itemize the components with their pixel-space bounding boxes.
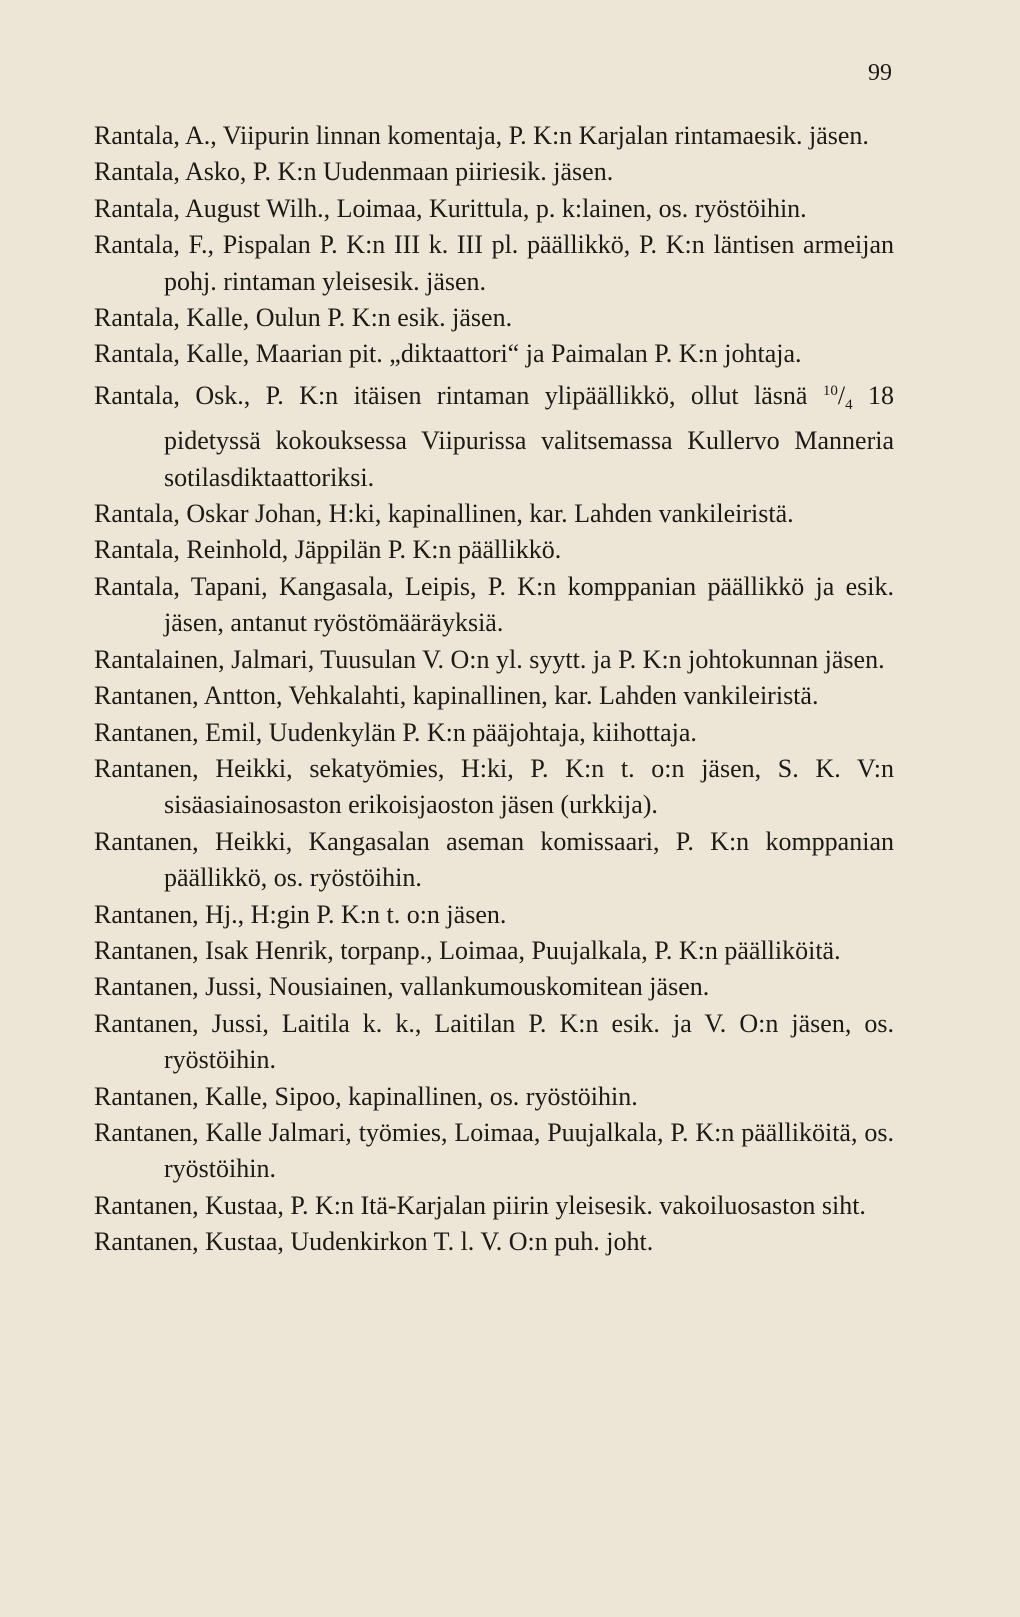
- entry: Rantanen, Jussi, Laitila k. k., Laitilan P. K:n esik. ja V. O:n jäsen, os. ryöstöihin.: [94, 1008, 894, 1075]
- entry: Rantala, Oskar Johan, H:ki, kapinallinen, kar. Lahden vankileiristä.: [94, 499, 794, 529]
- entry: Rantala, F., Pispalan P. K:n III k. III pl. päällikkö, P. K:n läntisen armeijan pohj. rintaman yleisesik. jäsen.: [94, 230, 894, 296]
- entry: Rantanen, Kalle, Sipoo, kapinallinen, os. ryöstöihin.: [94, 1081, 638, 1111]
- entry-list: [94, 118, 894, 1261]
- entry-text: Rantala, Osk., P. K:n itäisen rintaman ylipäällikkö, ollut läsnä: [94, 380, 823, 410]
- entry: Rantanen, Heikki, Kangasalan aseman komissaari, P. K:n komppanian päällikkö, os. ryöstöihin.: [94, 826, 894, 893]
- entry: Rantala, Osk., P. K:n itäisen rintaman ylipäällikkö, ollut läsnä $^{10}/_4$ 18 pidetyssä kokouksessa Viipurissa valitsemassa Kullervo Manneria sotilasdiktaattoriksi.: [94, 380, 895, 492]
- entry: Rantanen, Kustaa, P. K:n Itä-Karjalan piirin yleisesik. vakoiluosaston siht.: [94, 1190, 866, 1220]
- entry-text: 18 pidetyssä kokouksessa Viipurissa valitsemassa Kullervo Manneria sotilasdiktaattoriksi.: [164, 380, 895, 492]
- entry: Rantala, Asko, P. K:n Uudenmaan piiriesik. jäsen.: [94, 157, 614, 187]
- page-number: 99: [868, 60, 892, 86]
- entry: Rantanen, Antton, Vehkalahti, kapinallinen, kar. Lahden vankileiristä.: [94, 681, 819, 711]
- entry: Rantanen, Hj., H:gin P. K:n t. o:n jäsen.: [94, 899, 507, 929]
- entry: Rantanen, Kalle Jalmari, työmies, Loimaa, Puujalkala, P. K:n päälliköitä, os. ryöstöihin.: [94, 1117, 894, 1184]
- entry: Rantalainen, Jalmari, Tuusulan V. O:n yl. syytt. ja P. K:n johtokunnan jäsen.: [94, 644, 885, 674]
- date-numerator: 10: [822, 382, 838, 399]
- entry: Rantanen, Isak Henrik, torpanp., Loimaa, Puujalkala, P. K:n päälliköitä.: [94, 935, 841, 965]
- entry: Rantanen, Jussi, Nousiainen, vallankumouskomitean jäsen.: [94, 972, 710, 1002]
- entry: Rantala, Reinhold, Jäppilän P. K:n päällikkö.: [94, 535, 562, 565]
- date-denominator: 4: [845, 396, 853, 413]
- entry: Rantala, Kalle, Oulun P. K:n esik. jäsen.: [94, 303, 513, 333]
- entry: Rantala, A., Viipurin linnan komentaja, P. K:n Karjalan rintamaesik. jäsen.: [94, 121, 869, 150]
- entry: Rantala, Kalle, Maarian pit. „diktaattori“ ja Paimalan P. K:n johtaja.: [94, 339, 802, 369]
- entry: Rantala, August Wilh., Loimaa, Kurittula, p. k:lainen, os. ryöstöihin.: [94, 193, 807, 223]
- entry: Rantanen, Kustaa, Uudenkirkon T. l. V. O:n puh. joht.: [94, 1227, 654, 1257]
- entry: Rantala, Tapani, Kangasala, Leipis, P. K:n komppanian päällikkö ja esik. jäsen, antanut ryöstömääräyksiä.: [94, 571, 894, 638]
- entry: Rantanen, Emil, Uudenkylän P. K:n pääjohtaja, kiihottaja.: [94, 717, 697, 747]
- entry: Rantanen, Heikki, sekatyömies, H:ki, P. K:n t. o:n jäsen, S. K. V:n sisäasiainosaston erikoisjaoston jäsen (urkkija).: [94, 753, 894, 820]
